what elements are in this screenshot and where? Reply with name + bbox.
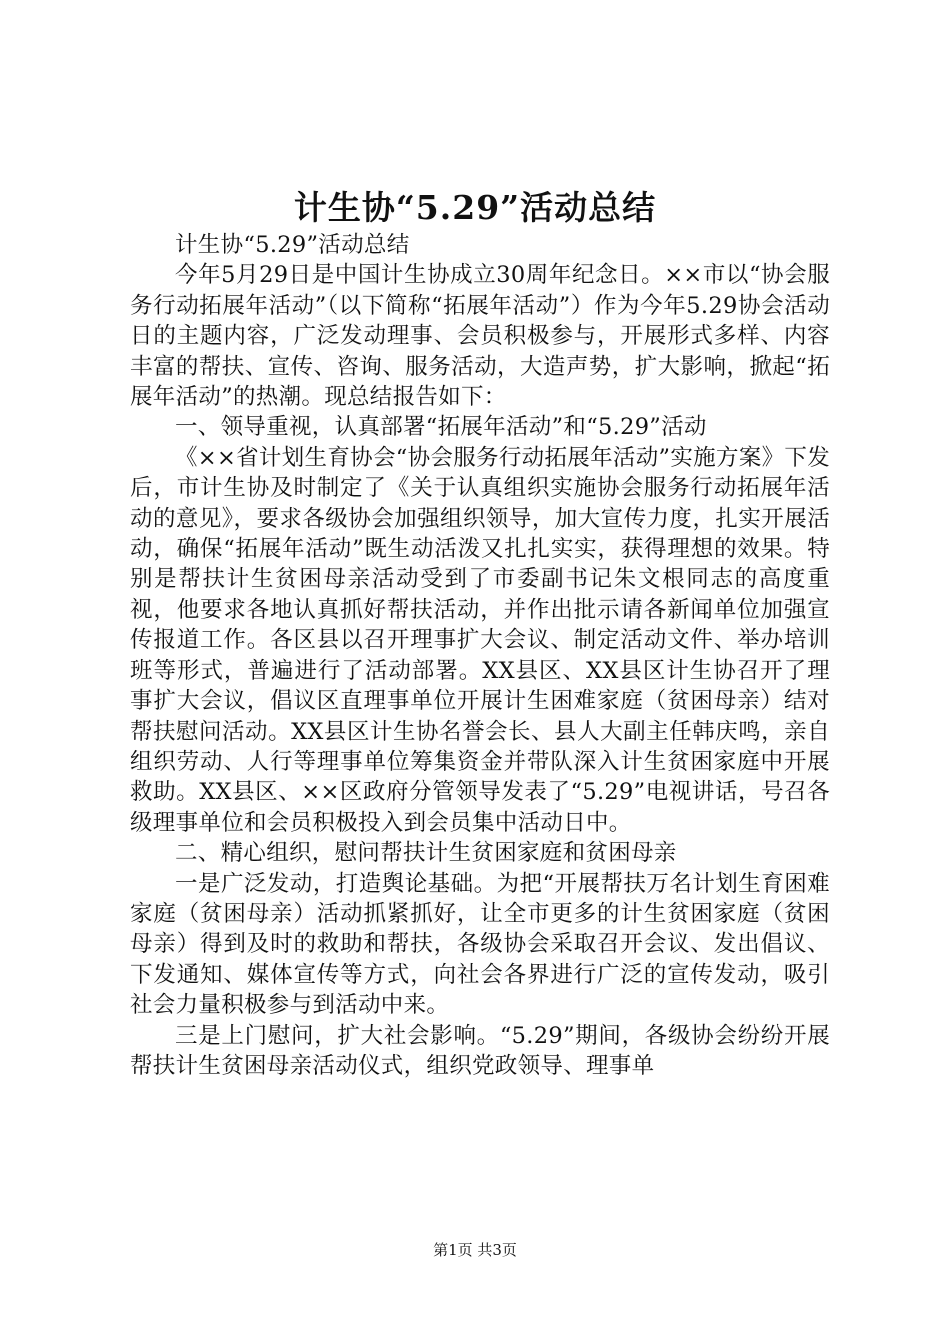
section-2-paragraph-3: 三是上门慰问，扩大社会影响。“5.29”期间，各级协会纷纷开展帮扶计生贫困母亲活动仪式，组织党政领导、理事单 (130, 1022, 830, 1079)
section-heading-2: 二、精心组织，慰问帮扶计生贫困家庭和贫困母亲 (175, 840, 677, 867)
section-2-paragraph-1: 一是广泛发动，打造舆论基础。为把“开展帮扶万名计划生育困难家庭（贫困母亲）活动抓紧抓好，让全市更多的计生贫困家庭（贫困母亲）得到及时的救助和帮扶，各级协会采取召开会议、发出倡议、下发通知、媒体宣传等方式，向社会各界进行广泛的宣传发动，吸引社会力量积极参与到活动中来。 (130, 870, 830, 1019)
document-body (130, 230, 830, 1081)
page-number-footer: 第1页 共3页 (433, 1241, 517, 1259)
section-1-paragraph: 《××省计划生育协会“协会服务行动拓展年活动”实施方案》下发后，市计生协及时制定了《关于认真组织实施协会服务行动拓展年活动的意见》，要求各级协会加强组织领导，加大宣传力度，扎实开展活动，确保“拓展年活动”既生动活泼又扎扎实实，获得理想的效果。特别是帮扶计生贫困母亲活动受到了市委副书记朱文根同志的高度重视，他要求各地认真抓好帮扶活动，并作出批示请各新闻单位加强宣传报道工作。各区县以召开理事扩大会议、制定活动文件、举办培训班等形式，普遍进行了活动部署。XX县区、XX县区计生协召开了理事扩大会议，倡议区直理事单位开展计生困难家庭（贫困母亲）结对帮扶慰问活动。XX县区计生协名誉会长、县人大副主任韩庆鸣，亲自组织劳动、人行等理事单位筹集资金并带队深入计生贫困家庭中开展救助。XX县区、××区政府分管领导发表了“5.29”电视讲话，号召各级理事单位和会员积极投入到会员集中活动日中。 (130, 444, 830, 836)
subtitle-paragraph: 计生协“5.29”活动总结 (175, 232, 410, 258)
intro-paragraph: 今年5月29日是中国计生协成立30周年纪念日。××市以“协会服务行动拓展年活动”（以下简称“拓展年活动”）作为今年5.29协会活动日的主题内容，广泛发动理事、会员积极参与，开展形式多样、内容丰富的帮扶、宣传、咨询、服务活动，大造声势，扩大影响，掀起“拓展年活动”的热潮。现总结报告如下： (130, 262, 830, 411)
document-title: 计生协“5.29”活动总结 (293, 188, 657, 227)
section-heading-1: 一、领导重视，认真部署“拓展年活动”和“5.29”活动 (175, 414, 707, 441)
